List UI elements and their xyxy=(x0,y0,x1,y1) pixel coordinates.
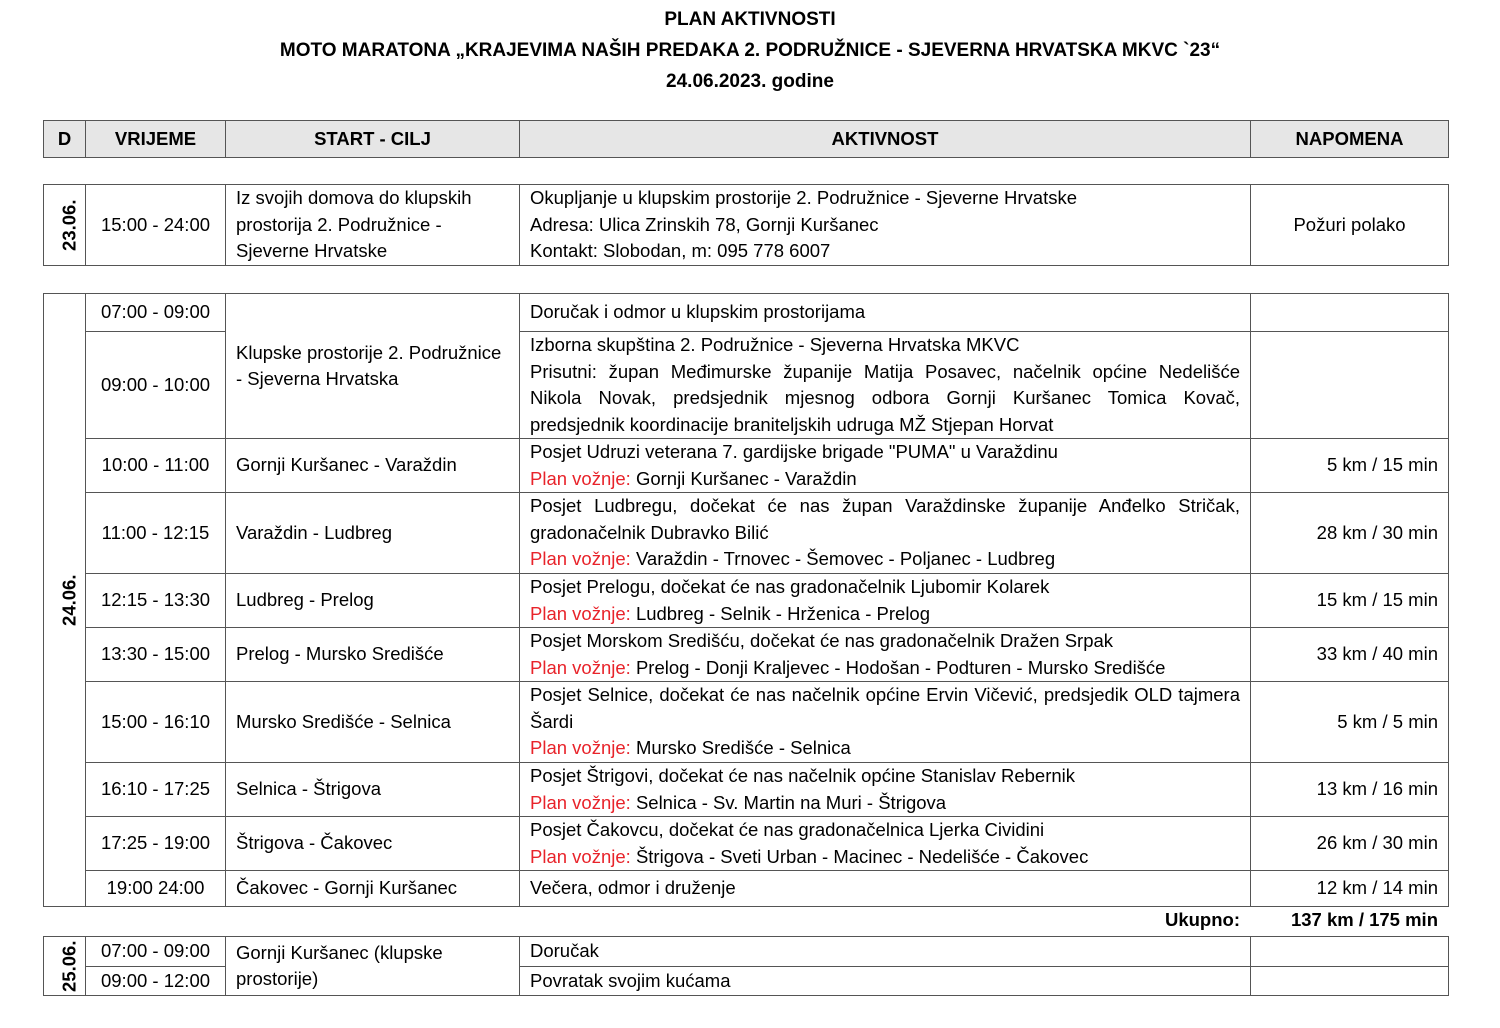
time-cell: 19:00 24:00 xyxy=(86,871,226,907)
plan-line xyxy=(530,546,1240,573)
table-row xyxy=(44,493,1449,574)
activity-line: Posjet Ludbregu, dočekat će nas župan Varaždinske županije Anđelko Stričak, gradonačelnik Dubravko Bilić xyxy=(530,495,1240,543)
time-cell: 09:00 - 12:00 xyxy=(86,967,226,996)
col-header-activity: AKTIVNOST xyxy=(520,121,1251,158)
activity-cell: Doručak xyxy=(520,937,1251,967)
day3-table xyxy=(43,936,1449,996)
activity-line: Okupljanje u klupskim prostorije 2. Podružnice - Sjeverne Hrvatske xyxy=(530,187,1078,209)
day-label: 24.06. xyxy=(58,574,80,626)
plan-route: Gornji Kuršanec - Varaždin xyxy=(635,467,857,489)
time-cell: 07:00 - 09:00 xyxy=(86,294,226,332)
table-row xyxy=(44,294,1449,332)
activity-cell: Povratak svojim kućama xyxy=(520,967,1251,996)
plan-route: Prelog - Donji Kraljevec - Hodošan - Podturen - Mursko Središće xyxy=(635,656,1166,678)
table-row xyxy=(44,763,1449,817)
plan-line xyxy=(530,844,1240,871)
table-row xyxy=(44,871,1449,907)
activity-line: Posjet Udruzi veterana 7. gardijske brigade "PUMA" u Varaždinu xyxy=(530,441,1058,462)
note-cell: 28 km / 30 min xyxy=(1251,493,1449,574)
day-cell xyxy=(44,294,86,907)
note-cell: 26 km / 30 min xyxy=(1251,817,1449,871)
day-label: 23.06. xyxy=(58,199,80,251)
time-cell: 10:00 - 11:00 xyxy=(86,439,226,493)
plan-label: Plan vožnje: xyxy=(530,548,631,570)
day-label: 25.06. xyxy=(58,940,80,992)
table-row xyxy=(44,817,1449,871)
activity-cell xyxy=(520,817,1251,871)
route-cell: Gornji Kuršanec - Varaždin xyxy=(226,439,520,493)
activity-line: Izborna skupština 2. Podružnice - Sjeverna Hrvatska MKVC xyxy=(530,334,1020,355)
plan-line xyxy=(530,601,1240,628)
plan-label: Plan vožnje: xyxy=(530,737,631,759)
day1-table xyxy=(43,184,1449,266)
total-value: 137 km / 175 min xyxy=(1290,909,1438,930)
note-cell xyxy=(1251,967,1449,996)
activity-line: Posjet Štrigovi, dočekat će nas načelnik općine Stanislav Rebernik xyxy=(530,765,1076,786)
plan-line xyxy=(530,655,1240,682)
note-cell xyxy=(1251,294,1449,332)
activity-cell xyxy=(520,332,1251,439)
activity-cell xyxy=(520,574,1251,628)
time-cell: 15:00 - 24:00 xyxy=(86,185,226,266)
day2-table xyxy=(43,293,1449,907)
header-table xyxy=(43,120,1449,158)
col-header-day: D xyxy=(44,121,86,158)
col-header-time: VRIJEME xyxy=(86,121,226,158)
time-cell: 11:00 - 12:15 xyxy=(86,493,226,574)
note-cell: 5 km / 15 min xyxy=(1251,439,1449,493)
col-header-route: START - CILJ xyxy=(226,121,520,158)
time-cell: 17:25 - 19:00 xyxy=(86,817,226,871)
note-cell: 13 km / 16 min xyxy=(1251,763,1449,817)
plan-label: Plan vožnje: xyxy=(530,656,631,678)
activity-line: Posjet Prelogu, dočekat će nas gradonačelnik Ljubomir Kolarek xyxy=(530,576,1050,597)
activity-cell xyxy=(520,628,1251,682)
activity-line: Posjet Čakovcu, dočekat će nas gradonačelnica Ljerka Cividini xyxy=(530,819,1045,840)
note-cell: 5 km / 5 min xyxy=(1251,682,1449,763)
route-cell: Štrigova - Čakovec xyxy=(226,817,520,871)
route-cell: Čakovec - Gornji Kuršanec xyxy=(226,871,520,907)
activity-cell xyxy=(520,763,1251,817)
activity-cell xyxy=(520,439,1251,493)
time-cell: 15:00 - 16:10 xyxy=(86,682,226,763)
plan-label: Plan vožnje: xyxy=(530,467,631,489)
route-cell: Gornji Kuršanec (klupske prostorije) xyxy=(226,937,520,996)
note-cell: 12 km / 14 min xyxy=(1251,871,1449,907)
document-date: 24.06.2023. godine xyxy=(666,71,834,92)
plan-label: Plan vožnje: xyxy=(530,845,631,867)
activity-line: Adresa: Ulica Zrinskih 78, Gornji Kuršanec xyxy=(530,213,879,235)
time-cell: 07:00 - 09:00 xyxy=(86,937,226,967)
total-label: Ukupno: xyxy=(1164,909,1240,930)
table-row xyxy=(44,682,1449,763)
plan-line xyxy=(530,735,1240,762)
col-header-note: NAPOMENA xyxy=(1251,121,1449,158)
activity-line: Kontakt: Slobodan, m: 095 778 6007 xyxy=(530,240,831,262)
activity-line: Prisutni: župan Međimurske županije Matija Posavec, načelnik općine Nedelišće Nikola Novak, predsjednik mjesnog odbora Gornji Kuršanec Tomica Kovač, predsjednik koordinacije braniteljskih udruga MŽ Stjepan Horvat xyxy=(530,360,1240,435)
route-cell: Selnica - Štrigova xyxy=(226,763,520,817)
table-row xyxy=(44,439,1449,493)
plan-route: Selnica - Sv. Martin na Muri - Štrigova xyxy=(635,791,947,813)
route-cell: Prelog - Mursko Središće xyxy=(226,628,520,682)
plan-route: Varaždin - Trnovec - Šemovec - Poljanec - Ludbreg xyxy=(635,548,1056,570)
plan-route: Štrigova - Sveti Urban - Macinec - Nedelišće - Čakovec xyxy=(635,845,1089,867)
route-cell: Klupske prostorije 2. Podružnice - Sjeverna Hrvatska xyxy=(226,294,520,439)
activity-cell xyxy=(520,185,1251,266)
note-cell xyxy=(1251,332,1449,439)
total-row xyxy=(43,907,1448,933)
day-cell xyxy=(44,937,86,996)
note-cell: Požuri polako xyxy=(1251,185,1449,266)
time-cell: 13:30 - 15:00 xyxy=(86,628,226,682)
activity-cell xyxy=(520,493,1251,574)
time-cell: 12:15 - 13:30 xyxy=(86,574,226,628)
table-row xyxy=(44,574,1449,628)
table-row xyxy=(44,937,1449,967)
activity-cell: Doručak i odmor u klupskim prostorijama xyxy=(520,294,1251,332)
note-cell xyxy=(1251,937,1449,967)
route-cell: Mursko Središće - Selnica xyxy=(226,682,520,763)
route-cell: Iz svojih domova do klupskih prostorija 2. Podružnice - Sjeverne Hrvatske xyxy=(226,185,520,266)
table-row xyxy=(44,185,1449,266)
time-cell: 16:10 - 17:25 xyxy=(86,763,226,817)
table-row xyxy=(44,628,1449,682)
document-title: PLAN AKTIVNOSTI xyxy=(664,9,836,30)
plan-route: Ludbreg - Selnik - Hrženica - Prelog xyxy=(635,602,931,624)
plan-route: Mursko Središće - Selnica xyxy=(635,737,851,759)
day-cell xyxy=(44,185,86,266)
plan-label: Plan vožnje: xyxy=(530,602,631,624)
plan-label: Plan vožnje: xyxy=(530,791,631,813)
time-cell: 09:00 - 10:00 xyxy=(86,332,226,439)
activity-line: Posjet Selnice, dočekat će nas načelnik općine Ervin Vičević, predsjedik OLD tajmera Šardi xyxy=(530,684,1240,732)
activity-cell xyxy=(520,682,1251,763)
plan-line xyxy=(530,790,1240,817)
activity-line: Posjet Morskom Središću, dočekat će nas gradonačelnik Dražen Srpak xyxy=(530,630,1114,651)
note-cell: 33 km / 40 min xyxy=(1251,628,1449,682)
route-cell: Ludbreg - Prelog xyxy=(226,574,520,628)
activity-cell: Večera, odmor i druženje xyxy=(520,871,1251,907)
route-cell: Varaždin - Ludbreg xyxy=(226,493,520,574)
document-subtitle: MOTO MARATONA „KRAJEVIMA NAŠIH PREDAKA 2. PODRUŽNICE - SJEVERNA HRVATSKA MKVC `23“ xyxy=(279,40,1221,61)
note-cell: 15 km / 15 min xyxy=(1251,574,1449,628)
total-table xyxy=(43,907,1448,933)
plan-line xyxy=(530,466,1240,493)
